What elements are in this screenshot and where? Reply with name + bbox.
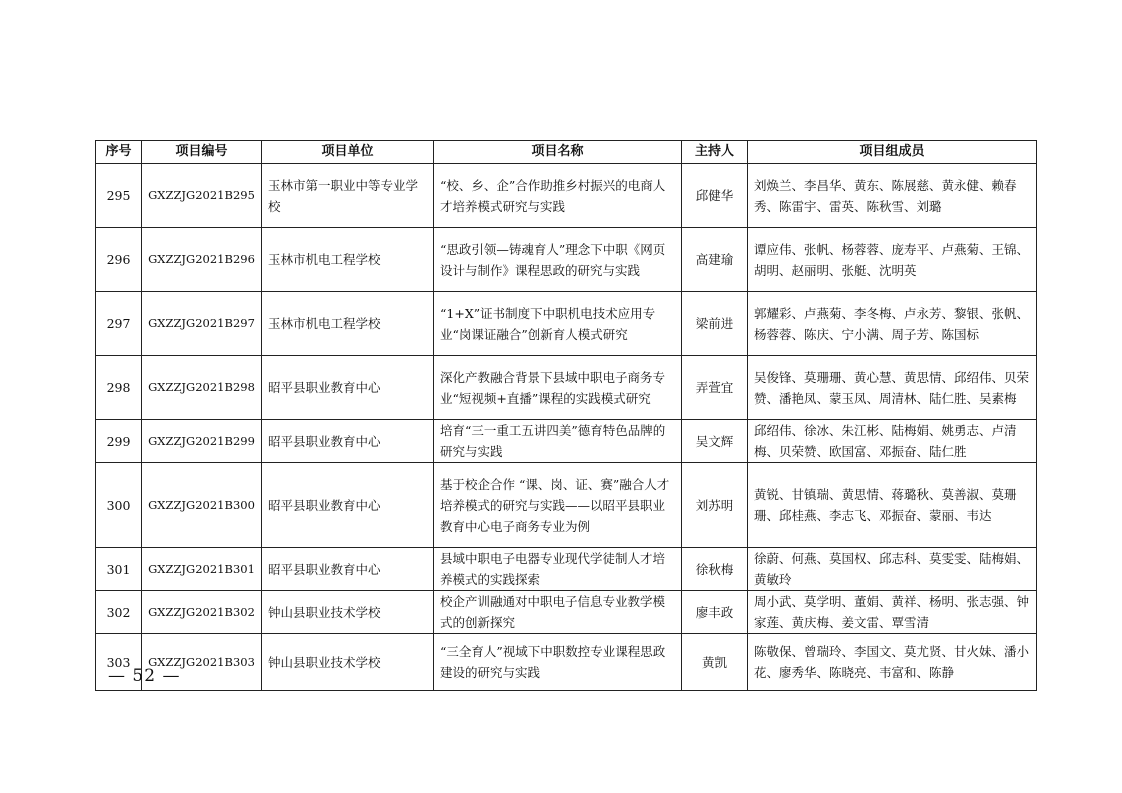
row-project-lead: 徐秋梅 [682,548,748,591]
row-project-code: GXZZJG2021B295 [142,164,262,228]
project-table [95,140,1037,691]
row-project-code: GXZZJG2021B297 [142,292,262,356]
table-header-row [96,141,1037,164]
row-project-lead: 梁前进 [682,292,748,356]
row-serial: 303 [96,634,142,691]
row-project-lead: 吴文辉 [682,420,748,463]
row-project-name: “校、乡、企”合作助推乡村振兴的电商人才培养模式研究与实践 [434,164,682,228]
row-project-unit: 昭平县职业教育中心 [262,356,434,420]
header-project-name: 项目名称 [434,141,682,164]
page-number: — 52 — [108,666,181,686]
header-project-members: 项目组成员 [748,141,1037,164]
row-project-unit: 昭平县职业教育中心 [262,548,434,591]
table-row [96,356,1037,420]
row-serial: 302 [96,591,142,634]
header-project-unit: 项目单位 [262,141,434,164]
row-project-members: 周小武、莫学明、董娟、黄祥、杨明、张志强、钟家莲、黄庆梅、姜文雷、覃雪清 [748,591,1037,634]
row-project-lead: 黄凯 [682,634,748,691]
table-row [96,420,1037,463]
row-project-unit: 昭平县职业教育中心 [262,463,434,548]
row-project-lead: 高建瑜 [682,228,748,292]
row-project-members: 吴俊锋、莫珊珊、黄心慧、黄思情、邱绍伟、贝荣赞、潘艳凤、蒙玉凤、周清林、陆仁胜、吴素梅 [748,356,1037,420]
row-project-members: 刘焕兰、李昌华、黄东、陈展慈、黄永健、赖春秀、陈雷宇、雷英、陈秋雪、刘璐 [748,164,1037,228]
row-project-unit: 玉林市机电工程学校 [262,228,434,292]
row-serial: 296 [96,228,142,292]
row-serial: 300 [96,463,142,548]
header-serial: 序号 [96,141,142,164]
table-row [96,228,1037,292]
table-row [96,164,1037,228]
row-project-unit: 玉林市第一职业中等专业学校 [262,164,434,228]
row-serial: 299 [96,420,142,463]
row-project-name: “三全育人”视域下中职数控专业课程思政建设的研究与实践 [434,634,682,691]
header-project-lead: 主持人 [682,141,748,164]
row-project-name: 县域中职电子电器专业现代学徒制人才培养模式的实践探索 [434,548,682,591]
row-project-unit: 钟山县职业技术学校 [262,634,434,691]
row-serial: 298 [96,356,142,420]
row-project-members: 黄锐、甘镇瑞、黄思情、蒋璐秋、莫善淑、莫珊珊、邱桂燕、李志飞、邓振奋、蒙丽、韦达 [748,463,1037,548]
header-project-code: 项目编号 [142,141,262,164]
row-project-members: 郭耀彩、卢燕菊、李冬梅、卢永芳、黎银、张帆、杨蓉蓉、陈庆、宁小满、周子芳、陈国标 [748,292,1037,356]
row-project-lead: 邱健华 [682,164,748,228]
row-project-name: 培育“三一重工五讲四美”德育特色品牌的研究与实践 [434,420,682,463]
row-project-members: 陈敬保、曾瑞玲、李国文、莫尤贤、甘火妹、潘小花、廖秀华、陈晓亮、韦富和、陈静 [748,634,1037,691]
row-project-members: 邱绍伟、徐冰、朱江彬、陆梅娟、姚勇志、卢清梅、贝荣赞、欧国富、邓振奋、陆仁胜 [748,420,1037,463]
row-project-lead: 廖丰政 [682,591,748,634]
row-project-code: GXZZJG2021B296 [142,228,262,292]
table-row [96,634,1037,691]
table-row [96,292,1037,356]
row-project-members: 谭应伟、张帆、杨蓉蓉、庞寿平、卢燕菊、王锦、胡明、赵丽明、张艇、沈明英 [748,228,1037,292]
row-serial: 301 [96,548,142,591]
table-row [96,591,1037,634]
row-project-name: 基于校企合作 “课、岗、证、赛”融合人才培养模式的研究与实践——以昭平县职业教育中心电子商务专业为例 [434,463,682,548]
row-project-code: GXZZJG2021B302 [142,591,262,634]
row-project-name: “思政引领—铸魂育人”理念下中职《网页设计与制作》课程思政的研究与实践 [434,228,682,292]
row-project-name: 深化产教融合背景下县域中职电子商务专业“短视频+直播”课程的实践模式研究 [434,356,682,420]
row-project-code: GXZZJG2021B303 [142,634,262,691]
row-project-unit: 昭平县职业教育中心 [262,420,434,463]
row-project-code: GXZZJG2021B301 [142,548,262,591]
row-project-lead: 弄萱宜 [682,356,748,420]
row-project-code: GXZZJG2021B299 [142,420,262,463]
row-project-members: 徐蔚、何燕、莫国权、邱志科、莫雯雯、陆梅娟、黄敏玲 [748,548,1037,591]
row-serial: 295 [96,164,142,228]
row-serial: 297 [96,292,142,356]
row-project-code: GXZZJG2021B298 [142,356,262,420]
row-project-name: “1+X”证书制度下中职机电技术应用专业“岗课证融合”创新育人模式研究 [434,292,682,356]
row-project-code: GXZZJG2021B300 [142,463,262,548]
row-project-name: 校企产训融通对中职电子信息专业教学模式的创新探究 [434,591,682,634]
row-project-lead: 刘苏明 [682,463,748,548]
row-project-unit: 钟山县职业技术学校 [262,591,434,634]
table-row [96,548,1037,591]
table-row [96,463,1037,548]
row-project-unit: 玉林市机电工程学校 [262,292,434,356]
